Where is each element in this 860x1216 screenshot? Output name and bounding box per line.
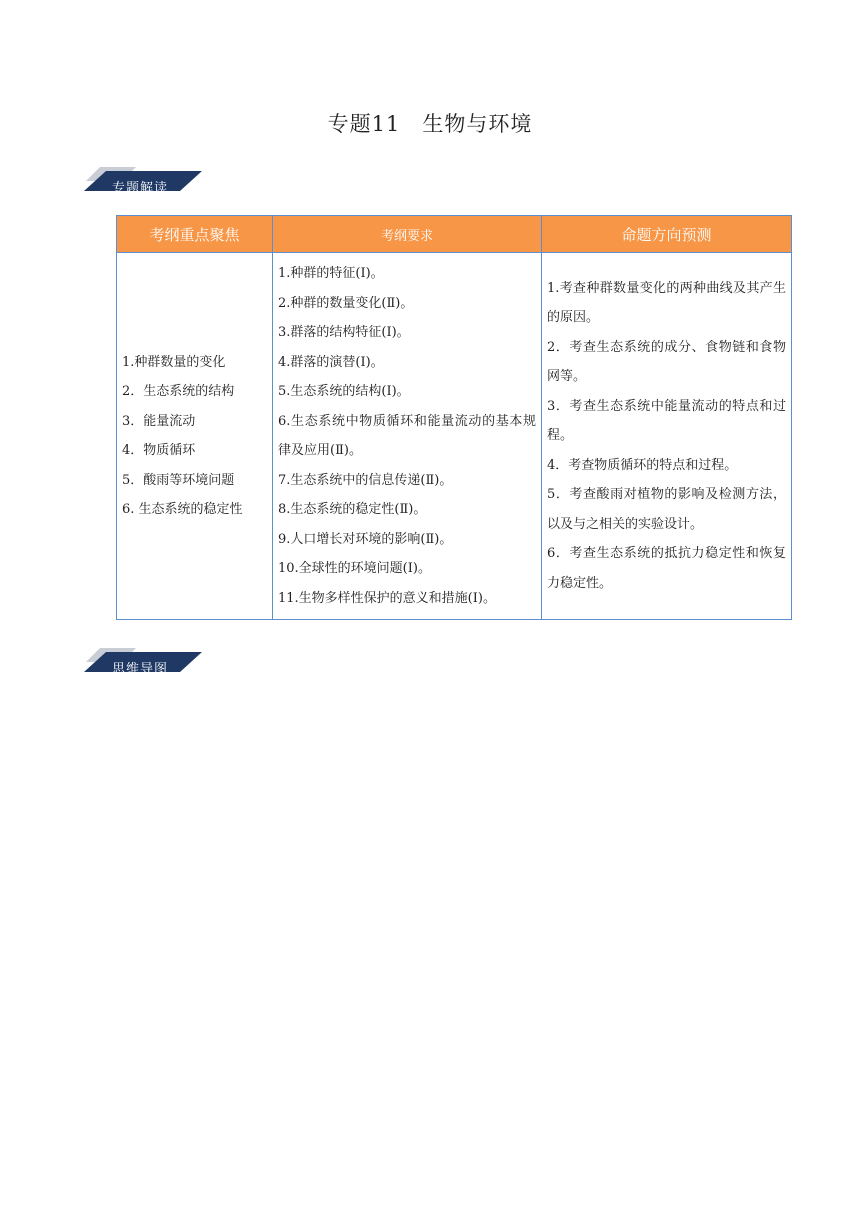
requirements-cell	[273, 253, 542, 620]
focus-item: 2．生态系统的结构	[122, 384, 235, 399]
requirement-item: 1.种群的特征(Ⅰ)。	[278, 266, 384, 281]
requirement-item: 9.人口增长对环境的影响(Ⅱ)。	[278, 531, 453, 547]
focus-item: 3．能量流动	[122, 413, 196, 429]
syllabus-table	[116, 215, 792, 620]
focus-item: 4．物质循环	[122, 443, 196, 458]
prediction-item: 3．考查生态系统中能量流动的特点和过程。	[547, 398, 786, 444]
requirement-item: 3.群落的结构特征(Ⅰ)。	[278, 325, 410, 340]
section-banner-mind-map	[78, 648, 202, 682]
requirement-item: 5.生态系统的结构(Ⅰ)。	[278, 384, 410, 399]
prediction-item: 2．考查生态系统的成分、食物链和食物网等。	[547, 339, 786, 385]
prediction-item: 6．考查生态系统的抵抗力稳定性和恢复力稳定性。	[547, 546, 786, 591]
predictions-cell	[542, 253, 792, 620]
table-row	[117, 253, 792, 620]
header-requirements: 考纲要求	[273, 216, 542, 253]
requirement-item: 8.生态系统的稳定性(Ⅱ)。	[278, 502, 427, 517]
requirement-item: 7.生态系统中的信息传递(Ⅱ)。	[278, 472, 453, 488]
focus-cell	[117, 253, 273, 620]
focus-item: 6. 生态系统的稳定性	[122, 502, 243, 517]
section-title-interpretation: 专题解读	[112, 181, 169, 196]
section-banner-interpretation	[78, 167, 202, 201]
requirement-item: 2.种群的数量变化(Ⅱ)。	[278, 295, 414, 311]
header-predictions: 命题方向预测	[542, 216, 792, 253]
requirement-item: 10.全球性的环境问题(Ⅰ)。	[278, 561, 431, 576]
header-focus: 考纲重点聚焦	[117, 216, 273, 253]
prediction-item: 5．考查酸雨对植物的影响及检测方法，以及与之相关的实验设计。	[547, 487, 786, 532]
focus-item: 1.种群数量的变化	[122, 354, 226, 370]
table-header-row	[117, 216, 792, 253]
requirement-item: 4.群落的演替(Ⅰ)。	[278, 354, 384, 370]
page-title: 专题11 生物与环境	[327, 112, 533, 136]
requirement-item: 11.生物多样性保护的意义和措施(Ⅰ)。	[278, 590, 496, 606]
section-title-mind-map: 思维导图	[112, 662, 169, 677]
focus-item: 5．酸雨等环境问题	[122, 472, 235, 488]
prediction-item: 4．考查物质循环的特点和过程。	[547, 457, 738, 473]
requirement-item: 6.生态系统中物质循环和能量流动的基本规律及应用(Ⅱ)。	[278, 413, 536, 458]
prediction-item: 1.考查种群数量变化的两种曲线及其产生的原因。	[547, 280, 786, 326]
